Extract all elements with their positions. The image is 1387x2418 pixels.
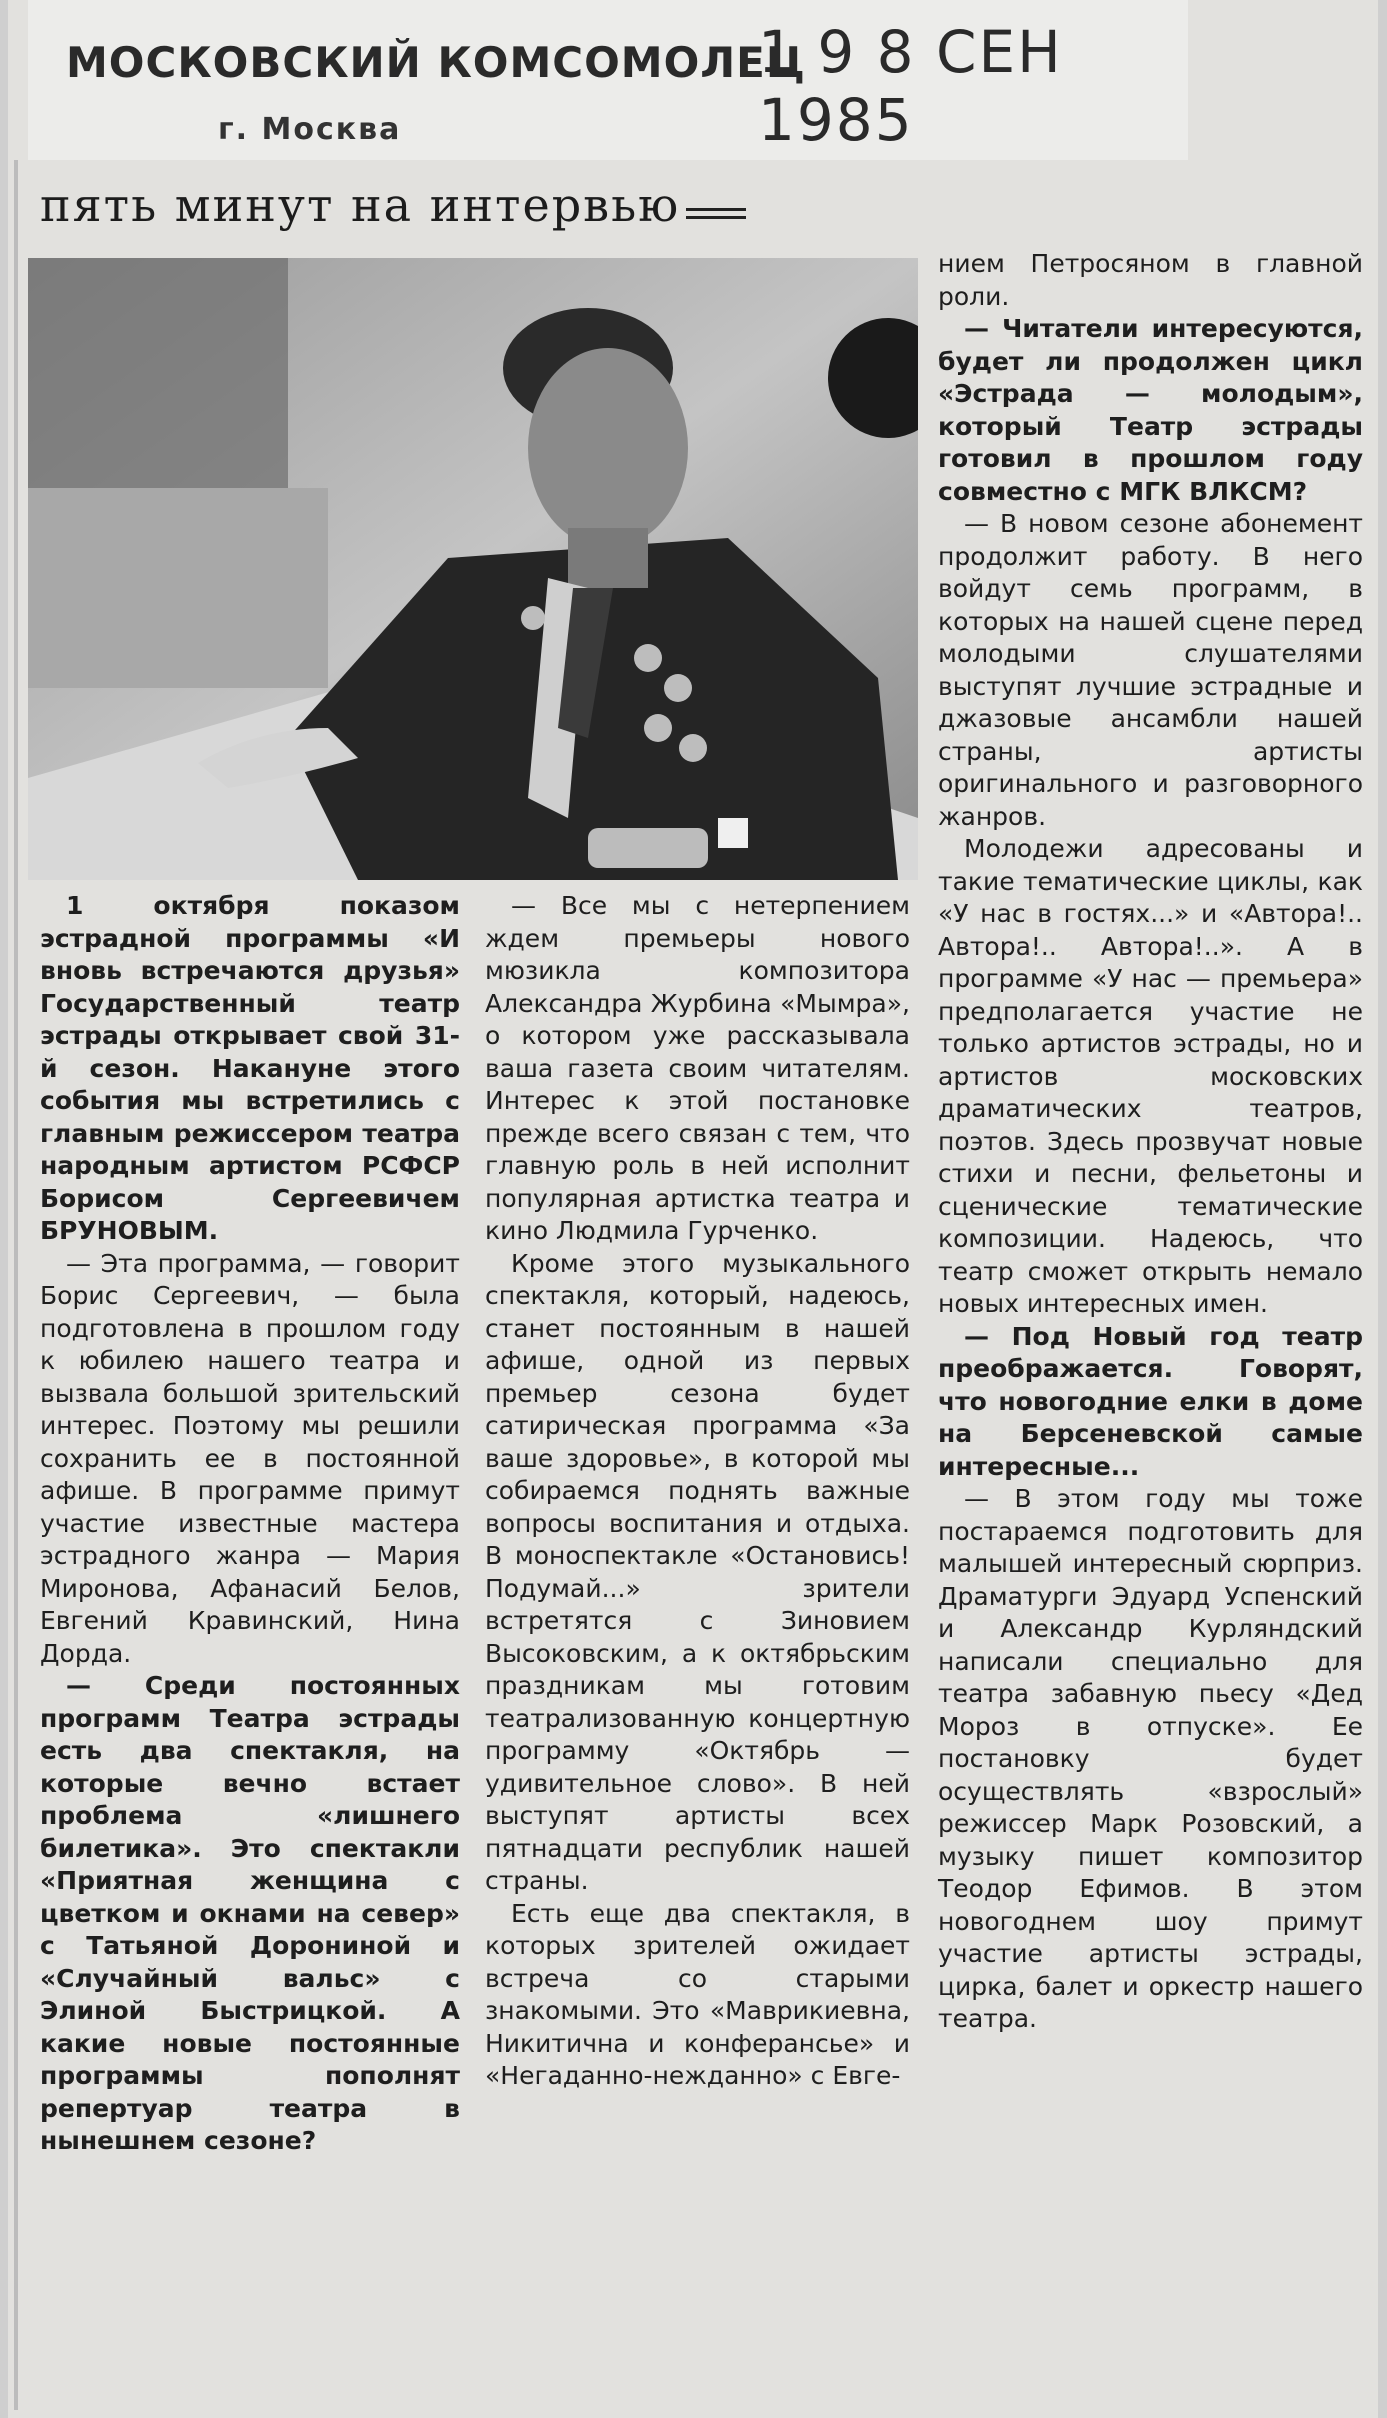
continued-paragraph: нием Петросяном в главной роли. xyxy=(938,249,1363,311)
rubric-rule xyxy=(686,208,746,211)
article-column-1 xyxy=(40,890,460,2158)
answer-paragraph: Кроме этого музыкального спектакля, который, надеюсь, станет постоянным в нашей афише, одной из первых премьер сезона будет сатирическая программа «За ваше здоровье», в которой мы собираемся поднять важные вопросы воспитания и отдыха. В моноспектакле «Остановись! Подумай...» зрители встретятся с Зиновием Высоковским, а к октябрьским праздникам мы готовим театрализованную концертную программу «Октябрь — удивительное слово». В ней выступят артисты всех пятнадцати республик нашей страны. xyxy=(485,1248,910,1895)
question-paragraph: — Среди постоянных программ Театра эстрады есть два спектакля, на которые вечно встает проблема «лишнего билетика». Это спектакли «Приятная женщина с цветком и окнами на север» с Татьяной Дорониной и «Случайный вальс» с Элиной Быстрицкой. А какие новые постоянные программы пополнят репертуар театра в нынешнем сезоне? xyxy=(40,1671,460,2155)
answer-paragraph: Есть еще два спектакля, в которых зрителей ожидает встреча со старыми знакомыми. Это «Маврикиевна, Никитична и конферансье» и «Негаданно-нежданно» с Евге- xyxy=(485,1898,910,2090)
rubric-text: пять минут на интервью xyxy=(40,178,681,232)
question-paragraph: — Читатели интересуются, будет ли продолжен цикл «Эстрада — молодым», который Театр эстрады готовил в прошлом году совместно с МГК ВЛКСМ? xyxy=(938,314,1363,506)
question-paragraph: — Под Новый год театр преображается. Говорят, что новогодние елки в доме на Берсеневской самые интересные... xyxy=(938,1321,1363,1481)
answer-paragraph: — В этом году мы тоже постараемся подготовить для малышей интересный сюрприз. Драматурги Эдуард Успенский и Александр Курляндский написали специально для театра забавную пьесу «Дед Мороз в отпуске». Ее постановку будет осуществлять «взрослый» режиссер Марк Розовский, а музыку пишет композитор Теодор Ефимов. В этом новогоднем шоу примут участие артисты эстрады, цирка, балет и оркестр нашего театра. xyxy=(938,1484,1363,2033)
answer-paragraph: — Эта программа, — говорит Борис Сергеевич, — была подготовлена в прошлом году к юбилею нашего театра и вызвала большой зрительский интерес. Поэтому мы решили сохранить ее в постоянной афише. В программе примут участие известные мастера эстрадного жанра — Мария Миронова, Афанасий Белов, Евгений Кравинский, Нина Дорда. xyxy=(40,1248,460,1668)
paper-crease xyxy=(14,160,18,2410)
article-column-2 xyxy=(485,890,910,2093)
answer-paragraph: — Все мы с нетерпением ждем премьеры нового мюзикла композитора Александра Журбина «Мымра», о котором уже рассказывала ваша газета своим читателям. Интерес к этой постановке прежде всего связан с тем, что главную роль в ней исполнит популярная артистка театра и кино Людмила Гурченко. xyxy=(485,891,910,1245)
answer-paragraph: — В новом сезоне абонемент продолжит работу. В него войдут семь программ, в которых на нашей сцене перед молодыми слушателями выступят лучшие эстрадные и джазовые ансамбли нашей страны, артисты оригинального и разговорного жанров. xyxy=(938,509,1363,831)
newspaper-stamp: МОСКОВСКИЙ КОМСОМОЛЕЦ xyxy=(66,38,806,87)
city-stamp: г. Москва xyxy=(218,112,402,147)
article-lead: 1 октября показом эстрадной программы «И вновь встречаются друзья» Государственный театр эстрады открывает свой 31-й сезон. Накануне этого события мы встретились с главным режиссером театра народным артистом РСФСР Борисом Сергеевичем БРУНОВЫМ. xyxy=(40,891,460,1245)
rubric-heading xyxy=(40,178,746,232)
date-stamp: 1 9 8 СЕН 1985 xyxy=(758,18,1063,154)
answer-paragraph: Молодежи адресованы и такие тематические циклы, как «У нас в гостях...» и «Автора!.. Автора!.. Автора!..». А в программе «У нас — премьера» предполагается участие не только артистов эстрады, но и артистов московских драматических театров, поэтов. Здесь прозвучат новые стихи и песни, фельетоны и сценические тематические композиции. Надеюсь, что театр сможет открыть немало новых интересных имен. xyxy=(938,834,1363,1318)
archive-stamp-strip xyxy=(28,0,1188,160)
portrait-photo xyxy=(28,258,918,880)
article-column-3 xyxy=(938,248,1363,2036)
